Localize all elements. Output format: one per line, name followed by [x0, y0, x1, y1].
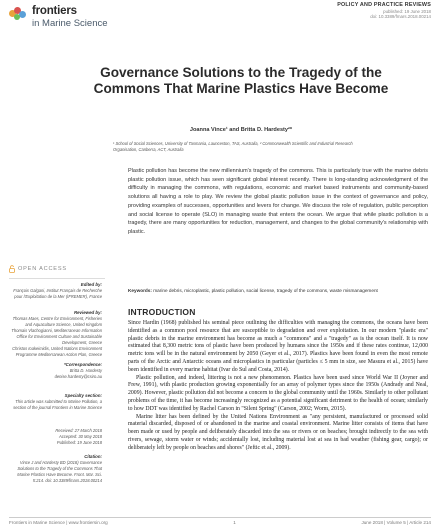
- reviewed-by-block: [10, 310, 102, 358]
- doi[interactable]: doi: 10.3389/fmars.2018.00214: [370, 14, 431, 20]
- citation-label: Citation:: [84, 454, 102, 459]
- introduction-body: [128, 320, 428, 453]
- dates-block: [10, 428, 102, 446]
- edited-by-value: François Galgani, Institut Français de Recherche pour l'Exploitation de la Mer (IFREMER), France: [13, 288, 102, 300]
- specialty-label: Specialty section:: [64, 393, 102, 398]
- reviewer-2: Thomais Vlachogianni, Mediterranean Information Office for Environment Culture and Sustainable Development, Greece: [11, 328, 102, 346]
- citation-value: Vince J and Hardesty BD (2018) Governance Solutions to the Tragedy of the Commons That Marine Plastics Have Become. Front. Mar. Sci. 5:214. doi: 10.3389/fmars.2018.00214: [17, 460, 102, 484]
- edited-by-block: [10, 282, 102, 300]
- section-tag: POLICY AND PRACTICE REVIEWS: [337, 2, 431, 8]
- correspondence-email[interactable]: denise.hardesty@csiro.au: [54, 374, 102, 380]
- published-date-sidebar: Published: 19 June 2018: [56, 439, 102, 445]
- reviewer-1: Thomas Maes, Centre for Environment, Fisheries and Aquaculture Science, United Kingdom: [12, 316, 102, 328]
- authors: Joanna Vince¹ and Britta D. Hardesty²*: [189, 127, 293, 133]
- keywords-list: marine debris, microplastic, plastic pollution, social license, tragedy of the commons, waste mismanagement: [153, 288, 378, 293]
- frontiers-logo-icon: [9, 7, 29, 21]
- paragraph-3: Marine litter has been defined by the United Nations Environment as "any persistent, manufactured or processed solid material discarded, disposed of or abandoned in the marine and coastal environment. Marine litter consists of items that have been made or used by people and deliberately discarded into the sea or rivers or on beaches; brought indirectly to the sea with rivers, sewage, storm water or winds; accidentally lost, including material lost at sea in bad weather (fishing gear, cargo); or deliberately left by people on beaches and shores" (Jeftic et al., 2009).: [128, 413, 428, 451]
- paragraph-1: Since Hardin (1968) published his seminal piece outlining the difficulties with managing the commons, the oceans have been identified as a common pool resource that are susceptible to degradation and over exploitation. In our modern "plastic era" plastic debris in the marine environment has become as much a "commons" and a "tragedy" as is the ocean itself. It is now estimated that 8,300 metric tons of plastic have been produced by humans since the 1950s and if these rates continue, 12,000 metric tons will be in the natural environment by 2050 (Geyer et al., 2017). Plastics have been found in even the most remote parts of the Arctic and Antarctic oceans and microplastics in particular (particles ≤ 5 mm in size, see Masura et al., 2015) have been identified in every marine habitat (Ivar do Sul and Costa, 2014).: [128, 320, 428, 373]
- received-date: Received: 27 March 2018: [55, 428, 102, 433]
- correspondence-block: [10, 362, 102, 380]
- journal-name: in Marine Science: [32, 17, 108, 29]
- reviewer-3: Christos Ioakeimidis, United Nations Environment Programme Mediterranean Action Plan, Greece: [12, 345, 102, 357]
- reviewed-by-label: Reviewed by:: [73, 310, 102, 315]
- abstract: Plastic pollution has become the new millennium's tragedy of the commons. This is particularly true with the marine debris plastic pollution issue, which has seen significant global interest recently. There is long-standing acknowledgment of the difficulty in managing the commons, with regulations, economic and market based instruments and community-based solutions all having a role to play. We review the global plastic pollution issue in the context of governance and policy, providing examples of successes, opportunities and levers for change. We discuss the role of regulation, public perception and social license to operate (SLO) in managing waste that enters the ocean. We argue that while plastic pollution is a tragedy, there are many opportunities for reduction, management, and changes to the global community's relationship with plastic.: [128, 168, 428, 235]
- edited-by-label: Edited by:: [80, 282, 102, 287]
- footer-divider: [9, 517, 431, 518]
- correspondence-label: *Correspondence:: [63, 362, 102, 367]
- affiliations: ¹ School of Social Sciences, University of Tasmania, Launceston, TAS, Australia, ² Commonwealth Scientific and Industrial Research Organisation, Canberra, ACT, Australia: [113, 141, 353, 152]
- page-footer: [9, 520, 431, 525]
- specialty-value: This article was submitted to Marine Pollution, a section of the journal Frontiers in Marine Science: [13, 399, 102, 411]
- published-date: published: 19 June 2018: [383, 8, 431, 14]
- citation-block: [10, 454, 102, 484]
- accepted-date: Accepted: 30 May 2018: [58, 433, 102, 439]
- footer-journal[interactable]: Frontiers in Marine Science | www.frontiersin.org: [9, 520, 108, 525]
- open-access-label: OPEN ACCESS: [18, 266, 67, 272]
- journal-logo[interactable]: [9, 6, 108, 28]
- keywords-label: Keywords:: [128, 288, 152, 293]
- footer-volume: June 2018 | Volume 5 | Article 214: [361, 520, 431, 525]
- specialty-block: [10, 393, 102, 411]
- sidebar-divider: [9, 278, 105, 279]
- keywords: [128, 287, 428, 294]
- introduction-heading: INTRODUCTION: [128, 307, 196, 317]
- paragraph-2: Plastic pollution, and indeed, littering is not a new phenomenon. Plastics have been used since World War II (Joyner and Frew, 1991), with plastic production growing exponentially for an array of polymer types since the 1950s (Andrady and Neal, 2009). However, plastic pollution did not become a concern to the global community until the 1960s. Similarly to other pollutant problems of the time, it has become increasingly recognized as a potential significant detriment to the health of ocean; similarly to how DDT was identified by Rachel Carson in "Silent Spring" (Carson, 2002; Worm, 2015).: [128, 374, 428, 412]
- correspondence-name: Britta D. Hardesty: [69, 368, 102, 374]
- brand-name: frontiers: [32, 5, 77, 17]
- article-title: Governance Solutions to the Tragedy of the Commons That Marine Plastics Have Become: [93, 65, 389, 96]
- open-access-badge: [9, 265, 67, 273]
- open-access-lock-icon: [9, 265, 15, 273]
- article-meta: [337, 2, 431, 20]
- page-number: 1: [233, 520, 236, 525]
